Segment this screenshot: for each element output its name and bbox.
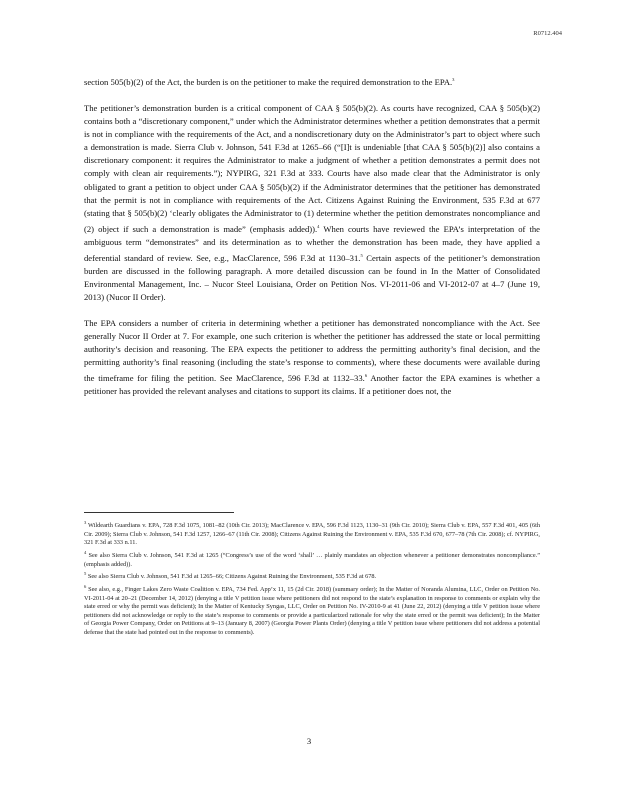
paragraph-2-text: The petitioner’s demonstration burden is a critical component of CAA § 505(b)(2). As courts have recognized, CAA § 505(b)(2) contains both a “discretionary component,” under which the Administrator determines whether a petition demonstrates that a permit is not in compliance with the requirements of the Act, and a nondiscretionary duty on the Administrator’s part to object where such a demonstration is made. Sierra Club v. Johnson, 541 F.3d at 1265–66 (“[I]t is undeniable [that CAA § 505(b)(2)] also contains a discretionary component: it requires the Administrator to make a judgment of whether a petition demonstrates a permit does not comply with clean air requirements.”); NYPIRG, 321 F.3d at 333. Courts have also made clear that the Administrator is only obligated to grant a petition to object under CAA § 505(b)(2) if the Administrator determines that the petitioner has demonstrated that the permit is not in compliance with requirements of the Act. Citizens Against Ruining the Environment, 535 F.3d at 677 (stating that § 505(b)(2) ‘clearly obligates the Administrator to (1) determine whether the petition demonstrates noncompliance and (2) object if such a demonstration is made” (emphasis added)).: [84, 102, 540, 234]
footnote-number: 5: [84, 571, 87, 577]
paragraph-3: [84, 317, 540, 398]
footnote-text: Wildearth Guardians v. EPA, 728 F.3d 1075, 1081–82 (10th Cir. 2013); MacClarence v. EPA, 596 F.3d 1123, 1130–31 (9th Cir. 2010); Sierra Club v. EPA, 557 F.3d 401, 405 (6th Cir. 2009); Sierra Club v. Johnson, 541 F.3d 1257, 1266–67 (11th Cir. 2008); Citizens Against Ruining the Environment v. EPA, 535 F.3d 670, 677–78 (7th Cir. 2008); cf. NYPIRG, 321 F.3d at 333 n.11.: [84, 522, 540, 547]
footnote-ref-6: 6: [364, 373, 368, 379]
footnotes: [84, 519, 540, 639]
footnote-ref-5: 5: [360, 252, 363, 258]
paragraph-2: [84, 102, 540, 304]
paragraph-3-text: The EPA considers a number of criteria in determining whether a petitioner has demonstrated noncompliance with the Act. See generally Nucor II Order at 7. For example, one such criterion is whether the petitioner has addressed the state or local permitting authority’s decision and reasoning. The EPA expects the petitioner to address the permitting authority’s final decision, and the permitting authority’s final reasoning (including the state’s response to comments), where these documents were available during the timeframe for filing the petition. See MacClarence, 596 F.3d at 1132–33.: [84, 318, 540, 384]
footnote-text: See also Sierra Club v. Johnson, 541 F.3d at 1265 (“Congress’s use of the word ‘shall’ … plainly mandates an objection whenever a petitioner demonstrates noncompliance.” (emphasis added)).: [84, 551, 540, 568]
footnote-text: See also Sierra Club v. Johnson, 541 F.3d at 1265–66; Citizens Against Ruining the Environment, 535 F.3d at 678.: [87, 573, 377, 581]
main-text: [84, 73, 540, 412]
paragraph-2-text-b: When courts have reviewed the EPA’s interpretation of the ambiguous term “demonstrates” and its determination as to whether the demonstration has been made, they have applied a deferential standard of review. See, e.g., MacClarence, 596 F.3d at 1130–31.: [84, 223, 540, 263]
paragraph-3-text-b: Another factor the EPA examines is whether a petitioner has provided the relevant analyses and citations to support its claims. If a petitioner does not, the: [84, 373, 540, 397]
paragraph-1: [84, 73, 540, 89]
footnote-number: 6: [84, 583, 87, 589]
footnote-text: See also, e.g., Finger Lakes Zero Waste Coalition v. EPA, 734 Fed. App’x 11, 15 (2d Cir. 2018) (summary order); In the Matter of Noranda Alumina, LLC, Order on Petition No. VI-2011-04 at 20–21 (December 14, 2012) (denying a title V petition issue where petitioners did not respond to the state’s explanation in response to comments or explain why the state erred or why the permit was deficient); In the Matter of Kentucky Syngas, LLC, Order on Petition No. IV-2010-9 at 41 (June 22, 2012) (denying a title V petition issue where petitioners did not acknowledge or reply to the state’s response to comments or provide a particularized rationale for why the state erred or the permit was deficient); In the Matter of Georgia Power Company, Order on Petitions at 9–13 (January 8, 2007) (Georgia Power Plants Order) (denying a title V petition issue where petitioners did not address a potential defense that the state had pointed out in the response to comments).: [84, 585, 540, 636]
paragraph-1-text: section 505(b)(2) of the Act, the burden is on the petitioner to make the required demonstration to the EPA.: [84, 76, 453, 87]
footnote-divider: [84, 512, 234, 513]
footnote: [84, 583, 540, 638]
page-number: 3: [306, 736, 312, 746]
footnote: [84, 549, 540, 569]
footnote-number: 4: [84, 549, 87, 555]
footnote: [84, 570, 540, 582]
paragraph-2-text-c: Certain aspects of the petitioner’s demonstration burden are discussed in the following paragraph. A more detailed discussion can be found in In the Matter of Consolidated Environmental Management, Inc. – Nucor Steel Louisiana, Order on Petition Nos. VI-2011-06 and VI-2012-07 at 4–7 (June 19, 2013) (Nucor II Order).: [84, 252, 540, 302]
footnote-ref-4: 4: [317, 223, 320, 229]
footnote-ref-3: 3: [452, 77, 455, 82]
document-id: R0712.404: [533, 30, 562, 37]
footnote: [84, 519, 540, 548]
footnote-number: 3: [84, 520, 87, 525]
